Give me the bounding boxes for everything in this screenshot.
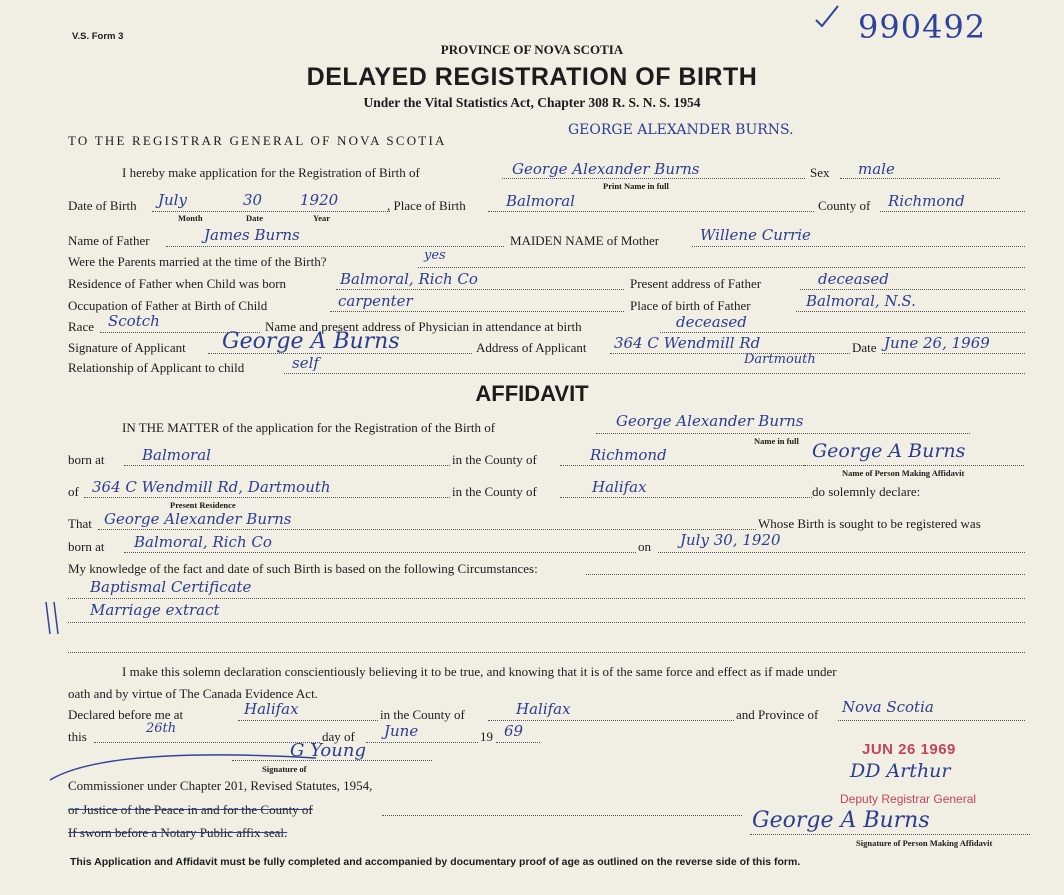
declared-county: Halifax <box>516 700 571 718</box>
declared-day: 26th <box>146 721 177 736</box>
province-heading: PROVINCE OF NOVA SCOTIA <box>440 42 624 57</box>
that-line <box>98 529 756 530</box>
in-county-line <box>560 465 804 466</box>
dob-month: July <box>158 191 187 209</box>
signature-of-caption: Signature of <box>262 764 307 774</box>
signature-caption: Signature of Person Making Affidavit <box>856 838 993 848</box>
final-signature-line <box>750 834 1030 835</box>
application-label: I hereby make application for the Registration of Birth of <box>122 165 420 180</box>
residence-line <box>84 497 450 498</box>
dob-line <box>152 211 390 212</box>
father-line <box>166 246 504 247</box>
year-prefix: 19 <box>480 729 493 744</box>
print-name-caption: Print Name in full <box>603 181 669 191</box>
commissioner-signature-line <box>232 760 432 761</box>
place-of-birth-line <box>488 211 814 212</box>
residence-caption: Present Residence <box>170 500 236 510</box>
born-place: Balmoral, Rich Co <box>134 533 272 551</box>
affiant-line <box>804 465 1024 466</box>
registrar-initials: DD Arthur <box>850 760 951 782</box>
mother-name: Willene Currie <box>700 226 811 244</box>
place-of-birth-label: , Place of Birth <box>387 198 466 213</box>
tick-marks-icon <box>40 598 64 638</box>
signature-label: Signature of Applicant <box>68 340 186 355</box>
received-date-stamp: JUN 26 1969 <box>862 741 956 758</box>
county-label: County of <box>818 198 871 213</box>
sex-label: Sex <box>810 165 830 180</box>
married-value: yes <box>424 248 446 263</box>
this-label: this <box>68 729 87 744</box>
year-line <box>496 742 540 743</box>
applicant-city: Dartmouth <box>744 352 816 367</box>
knowledge-line-3 <box>68 652 1025 653</box>
declared-at-line <box>238 720 378 721</box>
knowledge-label: My knowledge of the fact and date of such Birth is based on the following Circumstances: <box>68 561 538 576</box>
sex-value: male <box>858 160 895 178</box>
year-caption: Year <box>313 213 330 223</box>
father-label: Name of Father <box>68 233 150 248</box>
knowledge-line-2 <box>68 622 1025 623</box>
residence-county-label: in the County of <box>452 484 537 499</box>
on-label: on <box>638 539 651 554</box>
knowledge-line-0 <box>586 574 1025 575</box>
commissioner-line-1: Commissioner under Chapter 201, Revised Statutes, 1954, <box>68 778 373 793</box>
place-of-birth: Balmoral <box>506 192 575 210</box>
declare-label: do solemnly declare: <box>812 484 921 499</box>
mother-line <box>692 246 1025 247</box>
child-name-line <box>502 178 805 179</box>
declared-county-line <box>488 720 734 721</box>
father-birthplace-line <box>796 311 1025 312</box>
declared-county-label: in the County of <box>380 707 465 722</box>
father-residence-line <box>336 289 624 290</box>
married-label: Were the Parents married at the time of the Birth? <box>68 254 327 269</box>
date-line <box>882 353 1025 354</box>
commissioner-signature: G Young <box>290 740 366 761</box>
application-date: June 26, 1969 <box>884 334 990 352</box>
whose-label: Whose Birth is sought to be registered was <box>758 516 981 531</box>
physician-value: deceased <box>676 313 747 331</box>
check-mark-icon <box>812 4 842 32</box>
married-line <box>418 267 1025 268</box>
dob-label: Date of Birth <box>68 198 137 213</box>
father-residence-label: Residence of Father when Child was born <box>68 276 287 291</box>
occupation-value: carpenter <box>338 292 413 310</box>
residence-county-line <box>560 497 812 498</box>
circumstance-2: Marriage extract <box>90 601 220 619</box>
month-line <box>366 742 478 743</box>
born-at-line <box>124 465 450 466</box>
county-line <box>880 211 1025 212</box>
form-number: V.S. Form 3 <box>72 31 124 42</box>
that-name: George Alexander Burns <box>104 510 292 528</box>
relationship-label: Relationship of Applicant to child <box>68 360 245 375</box>
day-of-label: day of <box>322 729 355 744</box>
father-present: deceased <box>818 270 889 288</box>
name-annotation: GEORGE ALEXANDER BURNS. <box>568 122 794 138</box>
declared-year: 69 <box>504 722 524 740</box>
date-caption: Date <box>246 213 263 223</box>
addressee: TO THE REGISTRAR GENERAL OF NOVA SCOTIA <box>68 133 447 148</box>
footer-note: This Application and Affidavit must be fully completed and accompanied by documentary proof of age as outlined on the reverse side of this form. <box>70 856 801 868</box>
province-line <box>838 720 1025 721</box>
relationship-line <box>284 373 1025 374</box>
date-label: Date <box>852 340 877 355</box>
affidavit-title: AFFIDAVIT <box>475 381 589 406</box>
page-subtitle: Under the Vital Statistics Act, Chapter 308 R. S. N. S. 1954 <box>363 95 701 110</box>
in-county-label: in the County of <box>452 452 537 467</box>
occupation-line <box>330 311 624 312</box>
address-label: Address of Applicant <box>476 340 587 355</box>
matter-label: IN THE MATTER of the application for the Registration of the Birth of <box>122 420 496 435</box>
month-caption: Month <box>178 213 203 223</box>
knowledge-line-1 <box>68 598 1025 599</box>
father-birthplace: Balmoral, N.S. <box>806 292 916 310</box>
residence-county: Halifax <box>592 478 647 496</box>
file-number: 990492 <box>858 8 987 46</box>
father-present-label: Present address of Father <box>630 276 762 291</box>
county-value: Richmond <box>888 192 965 210</box>
matter-line <box>596 433 970 434</box>
race-label: Race <box>68 319 94 334</box>
that-label: That <box>68 516 92 531</box>
physician-label: Name and present address of Physician in attendance at birth <box>265 319 582 334</box>
father-present-line <box>800 289 1025 290</box>
born-place-line <box>124 552 636 553</box>
registrar-title-stamp: Deputy Registrar General <box>840 792 977 806</box>
circumstance-1: Baptismal Certificate <box>90 578 252 596</box>
race-value: Scotch <box>108 312 160 330</box>
born-date-line <box>658 552 1025 553</box>
province-label: and Province of <box>736 707 819 722</box>
occupation-label: Occupation of Father at Birth of Child <box>68 298 268 313</box>
declared-month: June <box>384 722 419 740</box>
commissioner-county-line <box>382 815 742 816</box>
born-at-value: Balmoral <box>142 446 211 464</box>
declared-province: Nova Scotia <box>842 698 934 716</box>
mother-label: MAIDEN NAME of Mother <box>510 233 660 248</box>
father-name: James Burns <box>204 226 300 244</box>
father-residence: Balmoral, Rich Co <box>340 270 478 288</box>
declaration-line-2: oath and by virtue of The Canada Evidence Act. <box>68 686 318 701</box>
applicant-address: 364 C Wendmill Rd <box>614 334 761 352</box>
born-date: July 30, 1920 <box>680 531 781 549</box>
physician-line <box>660 332 1025 333</box>
relationship-value: self <box>292 354 319 372</box>
affiant-caption: Name of Person Making Affidavit <box>842 468 965 478</box>
sex-line <box>840 178 1000 179</box>
affiant-residence: 364 C Wendmill Rd, Dartmouth <box>92 478 331 496</box>
affiant-signature: George A Burns <box>812 440 966 462</box>
child-name: George Alexander Burns <box>512 160 700 178</box>
matter-child-name: George Alexander Burns <box>616 412 804 430</box>
declared-label: Declared before me at <box>68 707 184 722</box>
declared-at: Halifax <box>244 700 299 718</box>
commissioner-line-3: If sworn before a Notary Public affix seal. <box>68 825 288 840</box>
father-birthplace-label: Place of birth of Father <box>630 298 751 313</box>
dob-year: 1920 <box>300 191 339 209</box>
born-at2-label: born at <box>68 539 105 554</box>
affiant-signature-2: George A Burns <box>752 808 930 833</box>
declaration-line-1: I make this solemn declaration conscientiously believing it to be true, and knowing that it is of the same force and effect as if made under <box>122 664 837 679</box>
page-title: DELAYED REGISTRATION OF BIRTH <box>306 63 758 91</box>
commissioner-line-2: or Justice of the Peace in and for the County of <box>68 802 313 817</box>
born-at-label: born at <box>68 452 105 467</box>
affidavit-county: Richmond <box>590 446 667 464</box>
of-label: of <box>68 484 79 499</box>
dob-day: 30 <box>243 191 263 209</box>
name-caption: Name in full <box>754 436 799 446</box>
applicant-signature: George A Burns <box>222 329 400 354</box>
